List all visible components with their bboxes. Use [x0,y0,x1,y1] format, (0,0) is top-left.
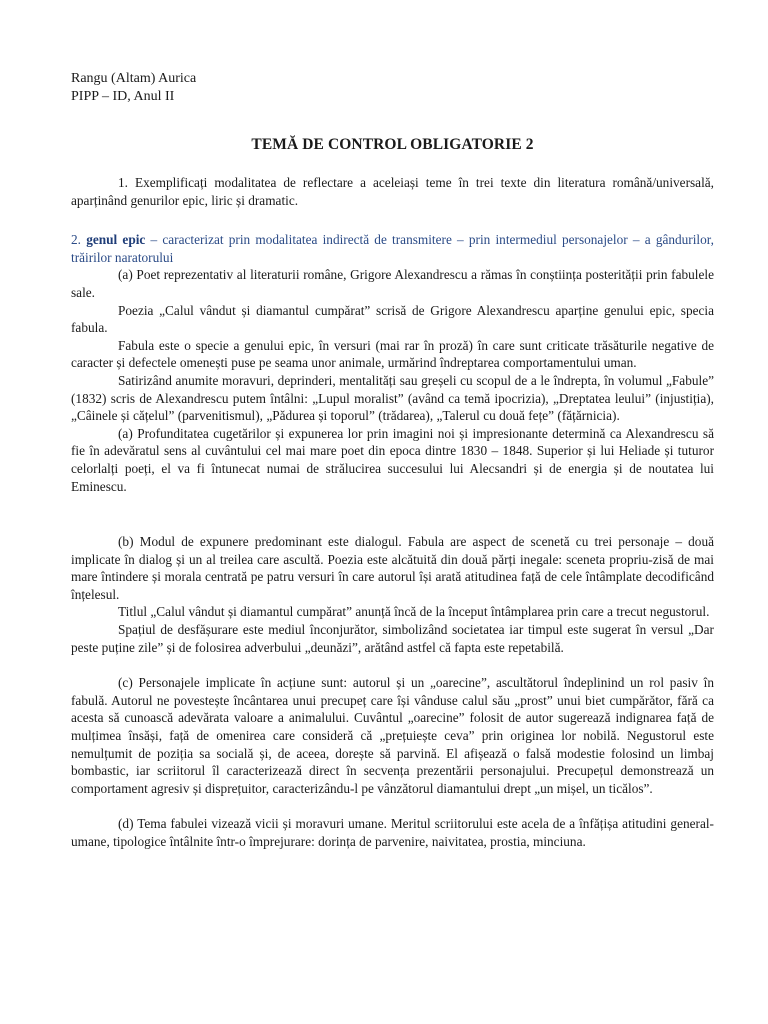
paragraph-b3: Spațiul de desfășurare este mediul înconjurător, simbolizând societatea iar timpul este sugerat în versul „Dar peste puține zile” și de folosirea adverbului „deunăzi”, arătând astfel că fapta este repetabilă. [71,622,714,655]
program-line: PIPP – ID, Anul II [71,89,175,104]
author-name: Rangu (Altam) Aurica [71,71,197,86]
section-number: 2. [71,232,81,248]
paragraph-c1: (c) Personajele implicate în acțiune sunt: autorul și un „oarecine”, ascultătorul îndeplinind un rol pasiv în fabulă. Autorul ne povestește încântarea unui precupeț care își vânduse calul său „prost” unui biet cumpărător, fără ca acesta să cunoască adevărata valoare a animalului. Cuvântul „oarecine” folosit de autor sugerează indignarea față de mulțimea însăși, față de omenirea care consideră că „prețuiește ceva” prin originea lor nobilă. Negustorul este nemulțumit de poziția sa socială și, de aceea, dorește să parvină. El afișează o falsă modestie folosind un limbaj bombastic, iar scriitorul îl caracterizează direct în secvența prezentării personajului. Precupețul demonstrează un comportament agresiv și disprețuitor, caracterizându-l pe vânzătorul diamantului drept „un mișel, un ticălos”. [71,675,714,796]
paragraph-a1: (a) Poet reprezentativ al literaturii române, Grigore Alexandrescu a rămas în conștiința posterității prin fabulele sale. [71,267,714,300]
paragraph-a5: (a) Profunditatea cugetărilor și expunerea lor prin imagini noi și impresionante determină ca Alexandrescu să fie în adevăratul sens al cuvântului cel mai mare poet din epoca dintre 1830 – 1848. Superior și lui Heliade și tuturor celorlalți poeți, el va fi întunecat numai de strălucirea succesului lui Alecsandri și de energia și de noutatea lui Eminescu. [71,425,714,494]
paragraph-a3: Fabula este o specie a genului epic, în versuri (mai rar în proză) în care sunt criticate trăsăturile negative de caracter și defectele omenești puse pe seama unor animale, urmărind îndreptarea comportamentului uman. [71,337,714,371]
paragraph-b1: (b) Modul de expunere predominant este dialogul. Fabula are aspect de scenetă cu trei personaje – două implicate în dialog și un al treilea care ascultă. Poezia este alcătuită din două părți inegale: sceneta propriu-zisă de mai mare întindere și morala centrată pe patru versuri în care autorul își arată atitudinea față de cele întâmplate decodificând înțelesul. [71,534,714,602]
section-2-heading [71,231,714,266]
paragraph-a4: Satirizând anumite moravuri, deprinderi, mentalități sau greșeli cu scopul de a le îndrepta, în volumul „Fabule” (1832) scris de Alexandrescu putem întâlni: „Lupul moralist” (având ca temă ipocrizia), „Dreptatea leului” (injustiția), „Câinele și cățelul” (parvenitismul), „Pădurea și toporul” (trădarea), „Talerul cu două fețe” (fățărnicia). [71,372,714,424]
page-title: TEMĂ DE CONTROL OBLIGATORIE 2 [251,136,534,153]
paragraph-d1: (d) Tema fabulei vizează vicii și moravuri umane. Meritul scriitorului este acela de a înfățișa atitudini general-umane, tipologice întâlnite într-o împrejurare: dorința de parvenire, naivitatea, prostia, minciuna. [71,816,714,849]
section-term: genul epic [86,232,146,248]
question-1: 1. Exemplificați modalitatea de reflectare a aceleiași teme în trei texte din literatura română/universală, aparținând genurilor epic, liric și dramatic. [71,175,714,208]
paragraph-b2: Titlul „Calul vândut și diamantul cumpărat” anunță încă de la început întâmplarea prin care a trecut negustorul. [118,604,710,620]
paragraph-a2: Poezia „Calul vândut și diamantul cumpărat” scrisă de Grigore Alexandrescu aparține genului epic, specia fabula. [71,302,714,336]
section-definition: – caracterizat prin modalitatea indirectă de transmitere – prin intermediul personajelor – a gândurilor, trăirilor naratorului [71,232,714,265]
